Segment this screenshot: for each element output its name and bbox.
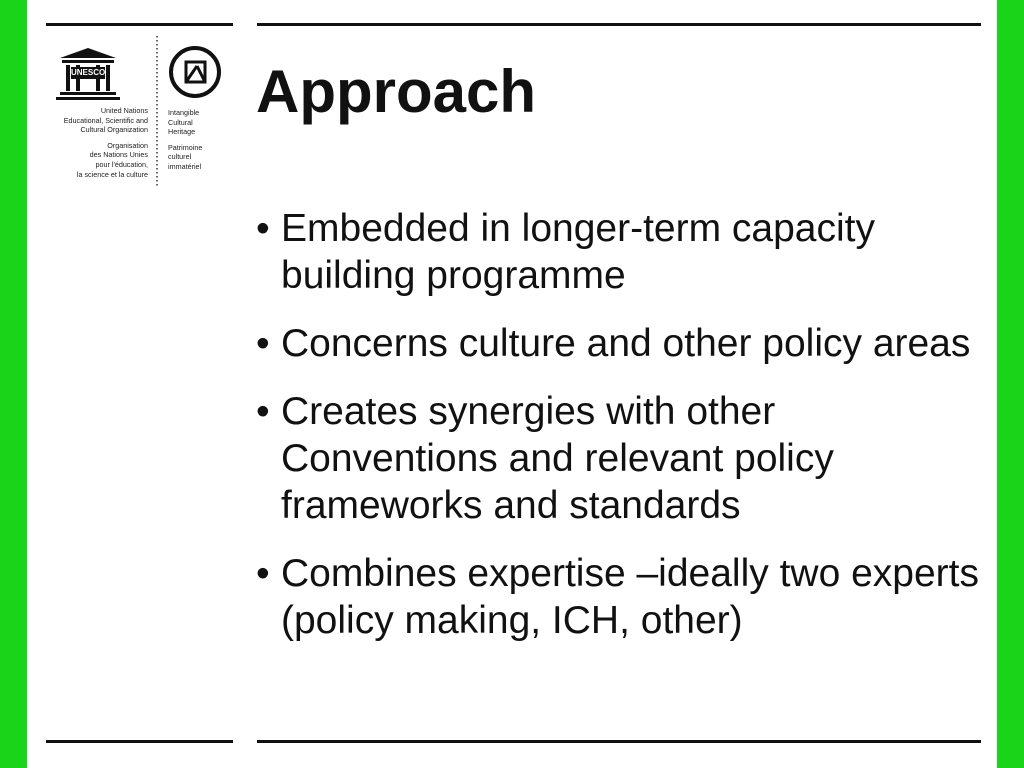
unesco-line: des Nations Unies bbox=[89, 150, 148, 160]
left-green-border bbox=[0, 0, 27, 768]
bullet-text: Concerns culture and other policy areas bbox=[281, 322, 971, 365]
top-rule-left bbox=[46, 23, 233, 26]
slide-title: Approach bbox=[256, 58, 537, 125]
bullet-dot-icon: • bbox=[256, 207, 270, 250]
unesco-line: Educational, Scientific and bbox=[63, 115, 148, 125]
bullet-text: Embedded in longer-term capacity building programme bbox=[281, 207, 875, 297]
unesco-line: Organisation bbox=[107, 140, 148, 150]
bullet-dot-icon: • bbox=[256, 390, 270, 433]
ich-line: Heritage bbox=[168, 127, 196, 137]
unesco-name-text bbox=[44, 106, 148, 179]
bullet-text: Creates synergies with other Conventions and relevant policy frameworks and standards bbox=[281, 390, 834, 527]
top-rule-right bbox=[257, 23, 981, 26]
bullet-item bbox=[256, 550, 981, 644]
bullet-dot-icon: • bbox=[256, 552, 270, 595]
bullet-item bbox=[256, 320, 981, 367]
unesco-line: United Nations bbox=[100, 106, 148, 115]
bottom-rule-left bbox=[46, 740, 233, 743]
bullet-text: Combines expertise –ideally two experts (policy making, ICH, other) bbox=[281, 552, 980, 642]
ich-line: Patrimoine bbox=[168, 142, 203, 152]
bullet-dot-icon: • bbox=[256, 322, 270, 365]
unesco-line: Cultural Organization bbox=[80, 125, 148, 135]
ich-line: immatériel bbox=[168, 161, 202, 171]
unesco-line: pour l'éducation, bbox=[95, 159, 148, 169]
ich-line: Cultural bbox=[168, 117, 193, 127]
right-green-border bbox=[997, 0, 1024, 768]
ich-line: culturel bbox=[168, 152, 192, 162]
ich-name-text bbox=[168, 108, 202, 172]
unesco-ich-logo bbox=[44, 34, 234, 194]
unesco-wordmark: UNESCO bbox=[71, 68, 106, 77]
bullet-item bbox=[256, 205, 981, 299]
unesco-line: la science et la culture bbox=[76, 169, 148, 179]
bullet-list bbox=[256, 205, 981, 665]
bottom-rule-right bbox=[257, 740, 981, 743]
bullet-item bbox=[256, 388, 981, 529]
ich-line: Intangible bbox=[168, 108, 200, 117]
